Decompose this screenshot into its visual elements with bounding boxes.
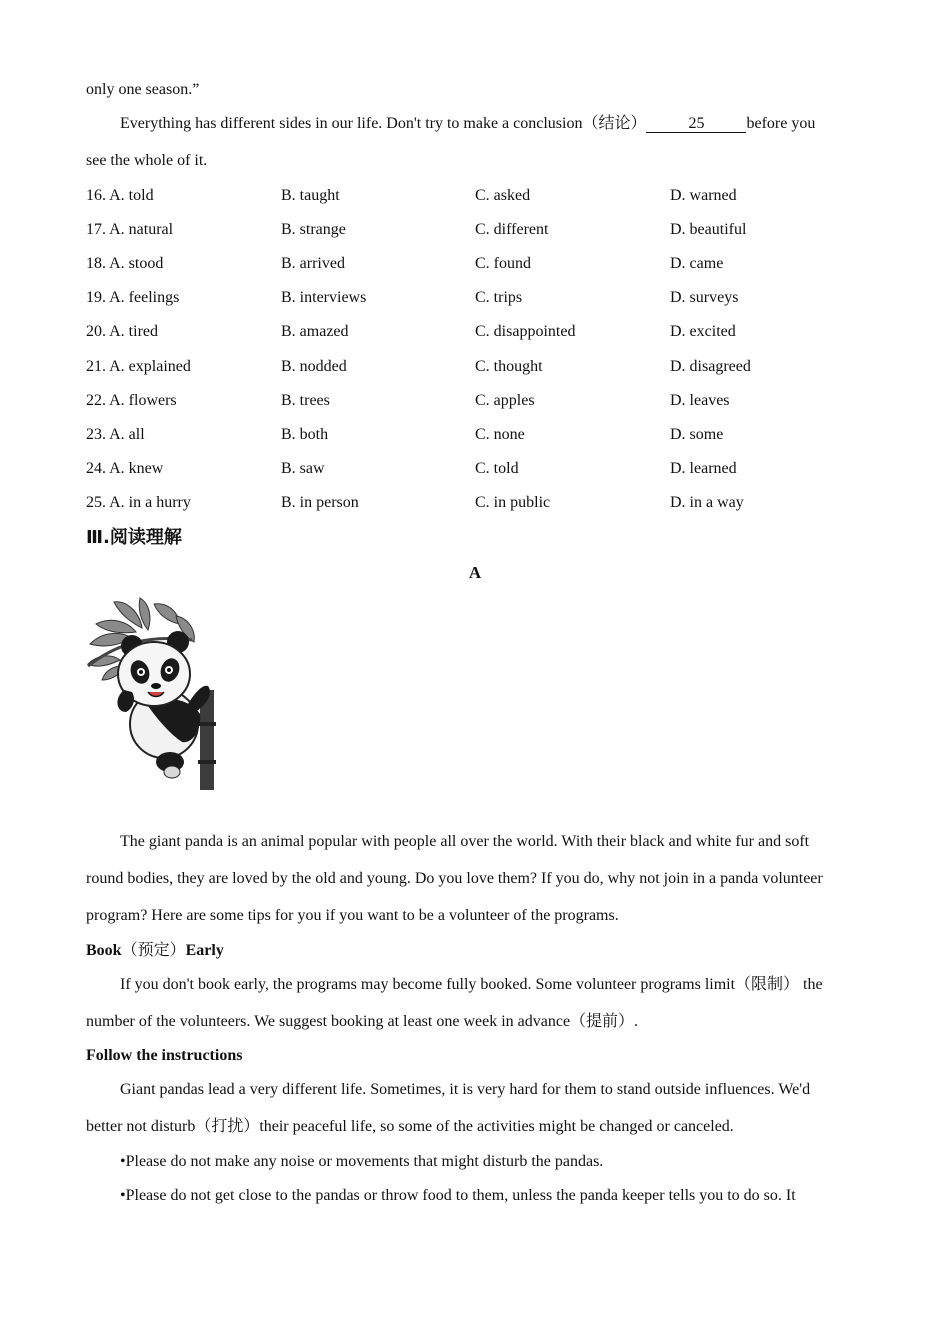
option-c: C. apples xyxy=(475,392,535,409)
intro-line3: program? Here are some tips for you if you want to be a volunteer of the programs. xyxy=(86,907,619,924)
option-row xyxy=(86,288,866,308)
option-row xyxy=(86,493,866,513)
heading-word-book: Book xyxy=(86,942,122,959)
para2-line2: better not disturb（打扰）their peaceful life, so some of the activities might be changed or canceled. xyxy=(86,1118,734,1135)
passage-end-line3: see the whole of it. xyxy=(86,152,208,169)
option-row xyxy=(86,220,866,240)
option-c: C. in public xyxy=(475,494,551,511)
option-b: B. taught xyxy=(281,187,340,204)
para2-line1: Giant pandas lead a very different life. Sometimes, it is very hard for them to stand outside influences. We'd xyxy=(120,1081,811,1098)
heading-gloss: （预定） xyxy=(121,942,186,959)
before-you-text: before you xyxy=(746,115,816,132)
option-a: 23. A. all xyxy=(86,426,145,443)
option-b: B. saw xyxy=(281,460,325,477)
option-c: C. different xyxy=(475,221,549,238)
option-b: B. interviews xyxy=(281,289,367,306)
option-b: B. both xyxy=(281,426,329,443)
option-b: B. nodded xyxy=(281,358,347,375)
intro-line2: round bodies, they are loved by the old and young. Do you love them? If you do, why not join in a panda volunteer xyxy=(86,870,823,887)
option-d: D. excited xyxy=(670,323,736,340)
option-c: C. asked xyxy=(475,187,531,204)
bullet-item: •Please do not make any noise or movements that might disturb the pandas. xyxy=(120,1153,604,1170)
heading-follow-instructions: Follow the instructions xyxy=(86,1047,243,1064)
option-d: D. beautiful xyxy=(670,221,747,238)
option-d: D. surveys xyxy=(670,289,739,306)
section-title: Ⅲ.阅读理解 xyxy=(86,527,182,548)
option-row xyxy=(86,459,866,479)
option-d: D. learned xyxy=(670,460,737,477)
conclusion-text: Everything has different sides in our life. Don't try to make a conclusion（结论） xyxy=(120,115,647,132)
option-a: 24. A. knew xyxy=(86,460,164,477)
intro-line1: The giant panda is an animal popular with people all over the world. With their black and white fur and soft xyxy=(120,833,810,850)
option-a: 22. A. flowers xyxy=(86,392,177,409)
option-b: B. strange xyxy=(281,221,346,238)
option-row xyxy=(86,425,866,445)
answer-blank-25: 25 xyxy=(646,115,746,133)
option-b: B. arrived xyxy=(281,255,345,272)
option-a: 16. A. told xyxy=(86,187,154,204)
para1-line1: If you don't book early, the programs may become fully booked. Some volunteer programs limit（限制） the xyxy=(120,976,823,993)
option-row xyxy=(86,254,866,274)
option-row xyxy=(86,322,866,342)
option-a: 21. A. explained xyxy=(86,358,191,375)
option-a: 25. A. in a hurry xyxy=(86,494,191,511)
option-d: D. disagreed xyxy=(670,358,751,375)
heading-word-early: Early xyxy=(185,942,224,959)
option-b: B. trees xyxy=(281,392,330,409)
passage-end-line2 xyxy=(120,114,815,134)
option-d: D. came xyxy=(670,255,724,272)
option-b: B. in person xyxy=(281,494,359,511)
option-d: D. warned xyxy=(670,187,737,204)
option-row xyxy=(86,186,866,206)
option-d: D. leaves xyxy=(670,392,730,409)
heading-book-early xyxy=(86,941,224,961)
option-d: D. some xyxy=(670,426,724,443)
passage-end-line1: only one season.” xyxy=(86,81,200,98)
option-row xyxy=(86,357,866,377)
option-b: B. amazed xyxy=(281,323,349,340)
para1-line2: number of the volunteers. We suggest booking at least one week in advance（提前）. xyxy=(86,1013,639,1030)
option-c: C. found xyxy=(475,255,531,272)
option-a: 17. A. natural xyxy=(86,221,174,238)
option-a: 18. A. stood xyxy=(86,255,164,272)
option-a: 20. A. tired xyxy=(86,323,158,340)
option-row xyxy=(86,391,866,411)
bullet-item: •Please do not get close to the pandas or throw food to them, unless the panda keeper tells you to do so. It xyxy=(120,1187,796,1204)
option-d: D. in a way xyxy=(670,494,744,511)
panda-illustration xyxy=(84,594,224,790)
option-a: 19. A. feelings xyxy=(86,289,180,306)
option-c: C. told xyxy=(475,460,519,477)
option-c: C. thought xyxy=(475,358,543,375)
option-c: C. disappointed xyxy=(475,323,576,340)
option-c: C. trips xyxy=(475,289,523,306)
option-c: C. none xyxy=(475,426,525,443)
passage-letter: A xyxy=(468,563,482,582)
